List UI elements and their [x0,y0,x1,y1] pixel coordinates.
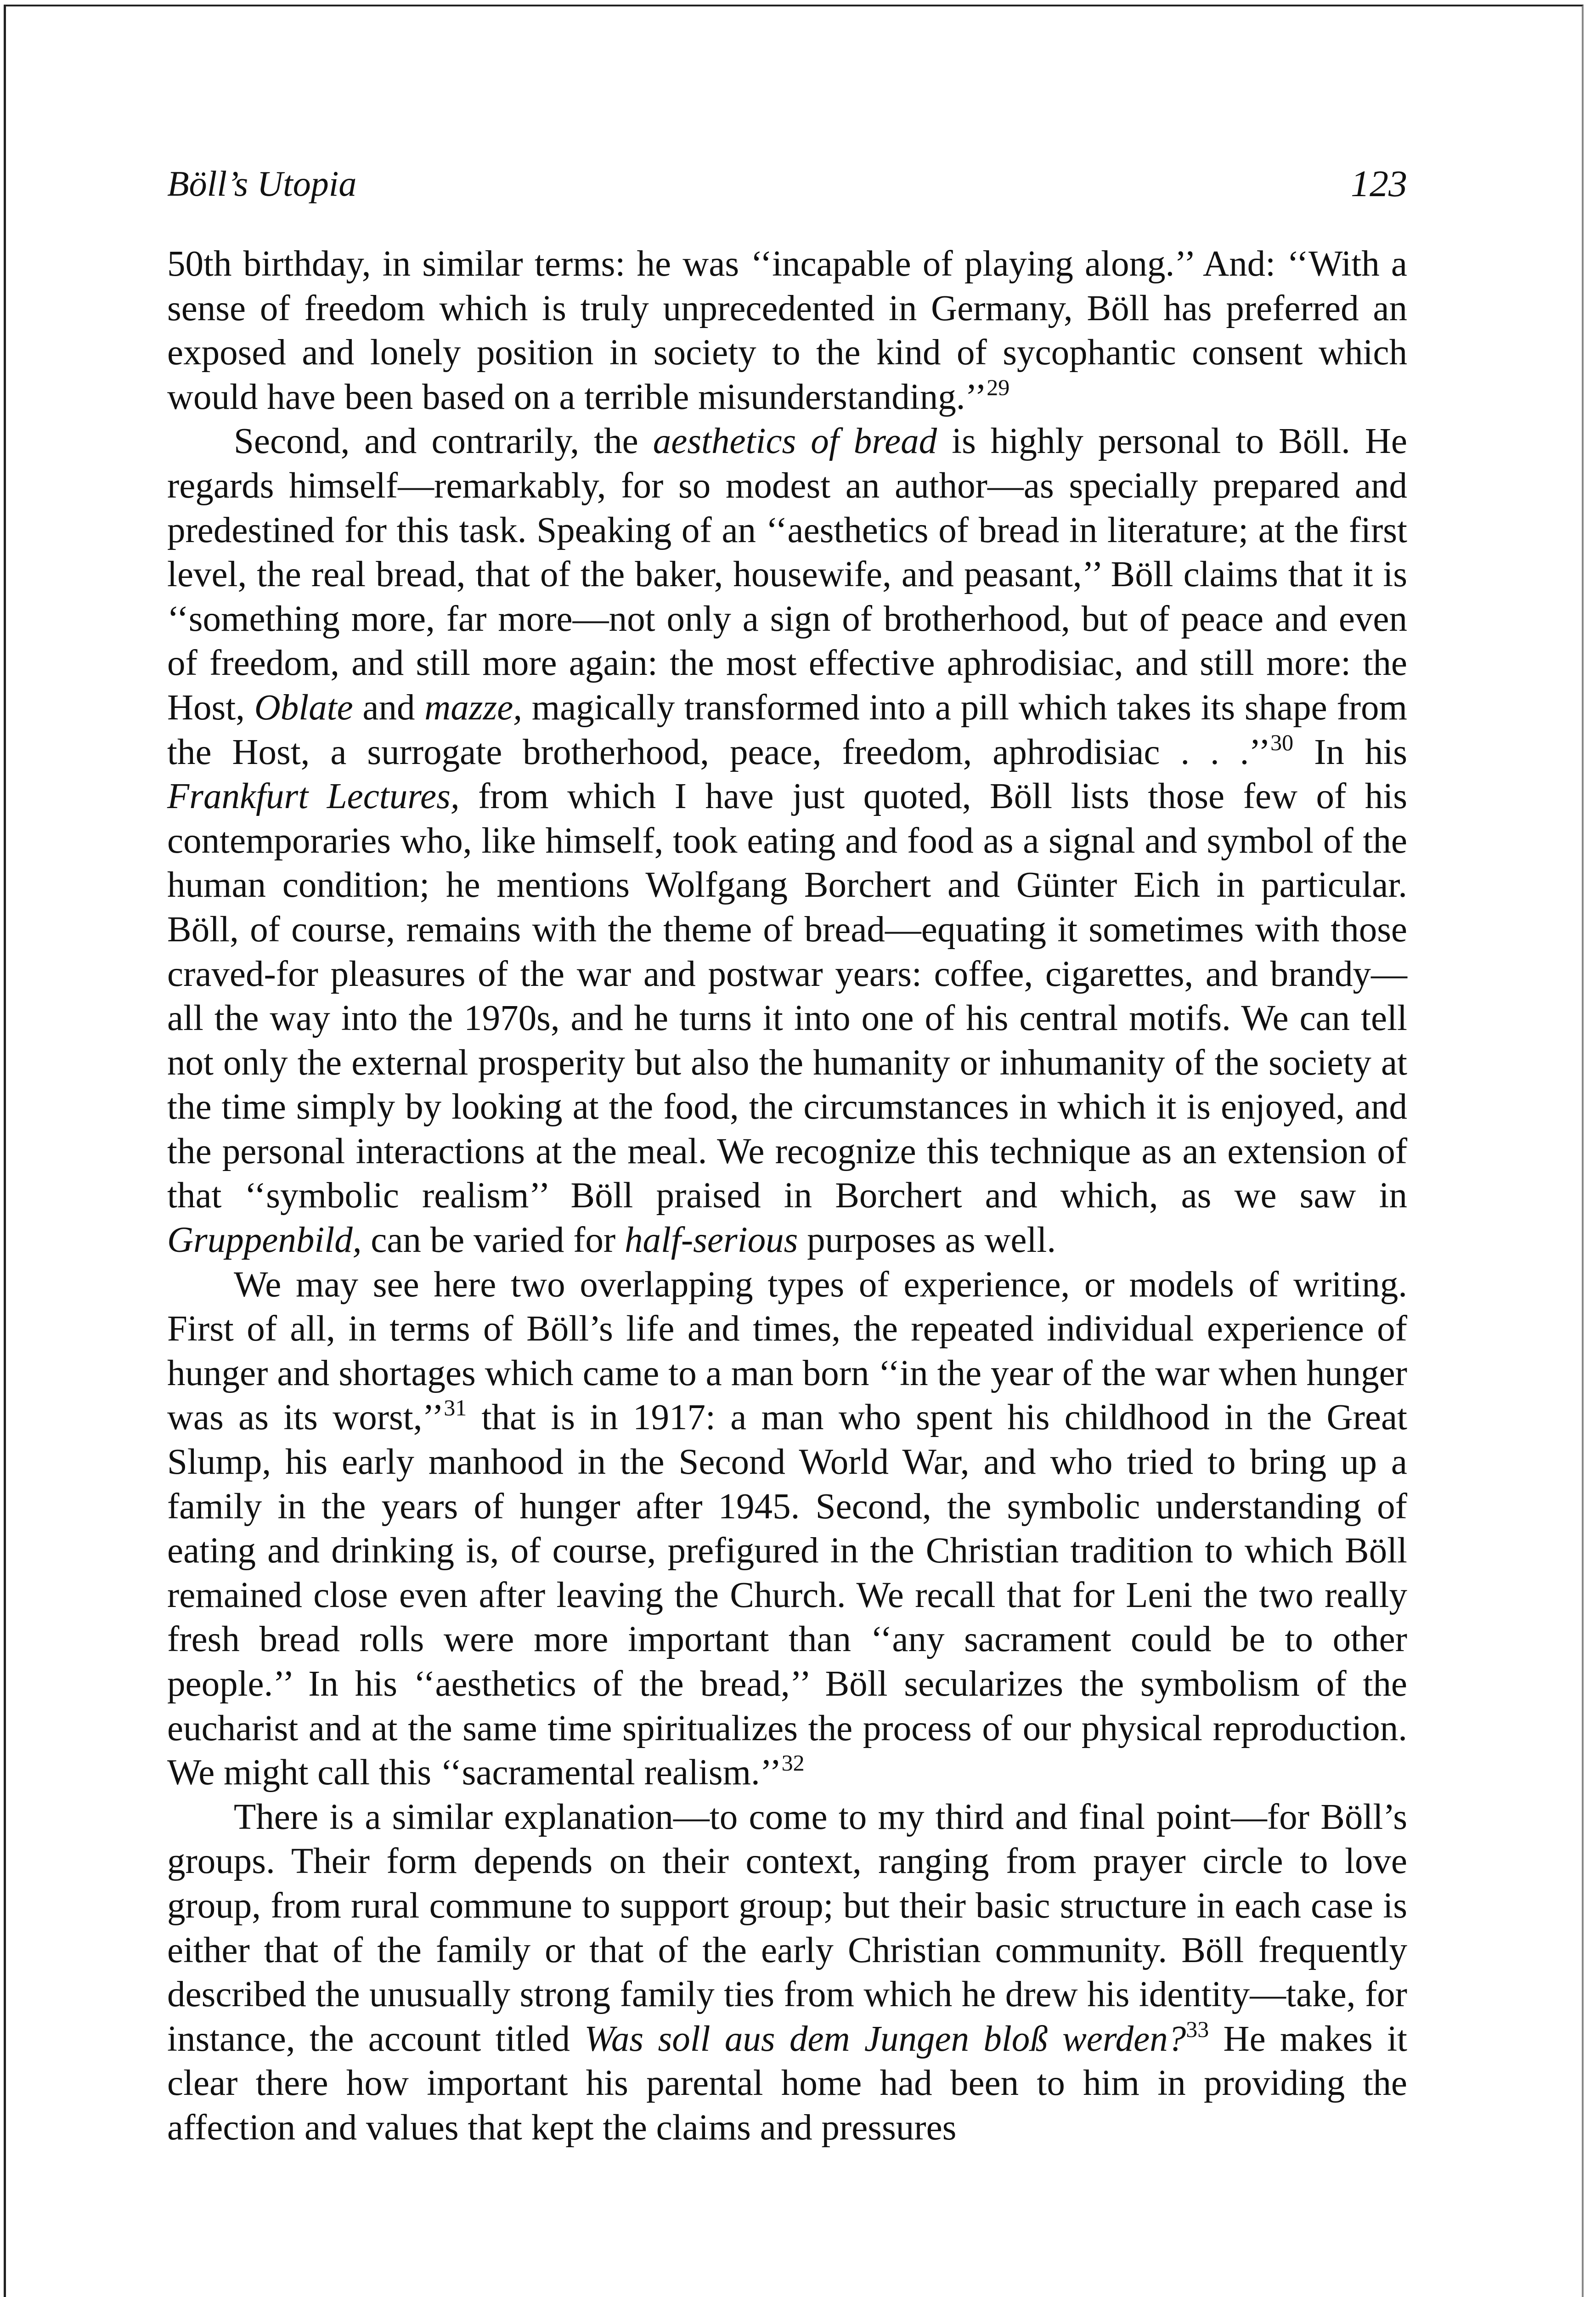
text-run: We may see here two overlapping types of experience, or models of writing. First of all, in terms of Böll’s life and times, the repeated individual experience of hunger and shortages which came to a man born ‘‘in the year of the war when hunger was as its worst,’’ [167,1264,1407,1438]
emphasis: aesthetics of bread [653,421,937,462]
footnote-ref-32: 32 [781,1750,805,1776]
text-run: Second, and contrarily, the [234,421,653,462]
footnote-ref-33: 33 [1186,2016,1209,2042]
footnote-ref-29: 29 [987,374,1010,400]
text-run: is highly personal to Böll. He regards himself—remarkably, for so modest an author—as specially prepared and predestined for this task. Speaking of an ‘‘aesthetics of bread in literature; at the first level, the real bread, that of the baker, housewife, and peasant,’’ Böll claims that it is ‘‘something more, far more—not only a sign of brotherhood, but of peace and even of freedom, and still more again: the most effective aphrodisiac, and still more: the Host, [167,421,1407,728]
text-run: from which I have just quoted, Böll lists those few of his contemporaries who, like himself, took eating and food as a signal and symbol of the human condition; he mentions Wolfgang Borchert and Günter Eich in particular. Böll, of course, remains with the theme of bread—equating it sometimes with those craved-for pleasures of the war and postwar years: coffee, cigarettes, and brandy—all the way into the 1970s, and he turns it into one of his central motifs. We can tell not only the external prosperity but also the humanity or inhumanity of the society at the time simply by looking at the food, the circumstances in which it is enjoyed, and the personal interactions at the meal. We recognize this technique as an extension of that ‘‘symbolic realism’’ Böll praised in Borchert and which, as we saw in [167,776,1407,1216]
paragraph-4 [167,1795,1407,2150]
footnote-ref-30: 30 [1270,729,1294,755]
paragraph-3 [167,1263,1407,1795]
emphasis: Oblate [254,687,353,728]
text-run: 50th birthday, in similar terms: he was ‘‘incapable of playing along.’’ And: ‘‘With a sense of freedom which is truly unprecedented in Germany, Böll has preferred an exposed and lonely position in society to the kind of sycophantic consent which would have been based on a terrible misunderstanding.’’ [167,244,1407,417]
text-run: He makes it clear there how important his parental home had been to him in providing the affection and values that kept the claims and pressures [167,2019,1407,2148]
text-run: that is in 1917: a man who spent his childhood in the Great Slump, his early manhood in the Second World War, and who tried to bring up a family in the years of hunger after 1945. Second, the symbolic understanding of eating and drinking is, of course, prefigured in the Christian tradition to which Böll remained close even after leaving the Church. We recall that for Leni the two really fresh bread rolls were more important than ‘‘any sacrament could be to other people.’’ In his ‘‘aesthetics of the bread,’’ Böll secularizes the symbolism of the eucharist and at the same time spiritualizes the process of our physical reproduction. We might call this ‘‘sacramental realism.’’ [167,1397,1407,1793]
paragraph-1 [167,242,1407,419]
page-header [167,158,1407,209]
body-text [167,242,1407,2150]
footnote-ref-31: 31 [444,1395,467,1421]
emphasis: mazze, [424,687,523,728]
text-run: and [353,687,425,728]
paragraph-2 [167,419,1407,1262]
text-run: magically transformed into a pill which takes its shape from the Host, a surrogate brotherhood, peace, freedom, aphrodisiac . . .’’ [167,687,1407,772]
text-run: There is a similar explanation—to come to my third and final point—for Böll’s groups. Their form depends on their context, ranging from prayer circle to love group, from rural commune to support group; but their basic structure in each case is either that of the family or that of the early Christian community. Böll frequently described the unusually strong family ties from which he drew his identity—take, for instance, the account titled [167,1797,1407,2059]
running-head: Böll’s Utopia [167,164,357,204]
text-run: purposes as well. [798,1220,1056,1261]
emphasis: Frankfurt Lectures, [167,776,460,817]
text-run: In his [1293,732,1407,772]
emphasis: Was soll aus dem Jungen bloß werden? [584,2019,1186,2059]
page-number: 123 [1351,163,1407,204]
emphasis: half-serious [624,1220,798,1261]
emphasis: Gruppenbild, [167,1220,362,1261]
text-run: can be varied for [361,1220,625,1261]
